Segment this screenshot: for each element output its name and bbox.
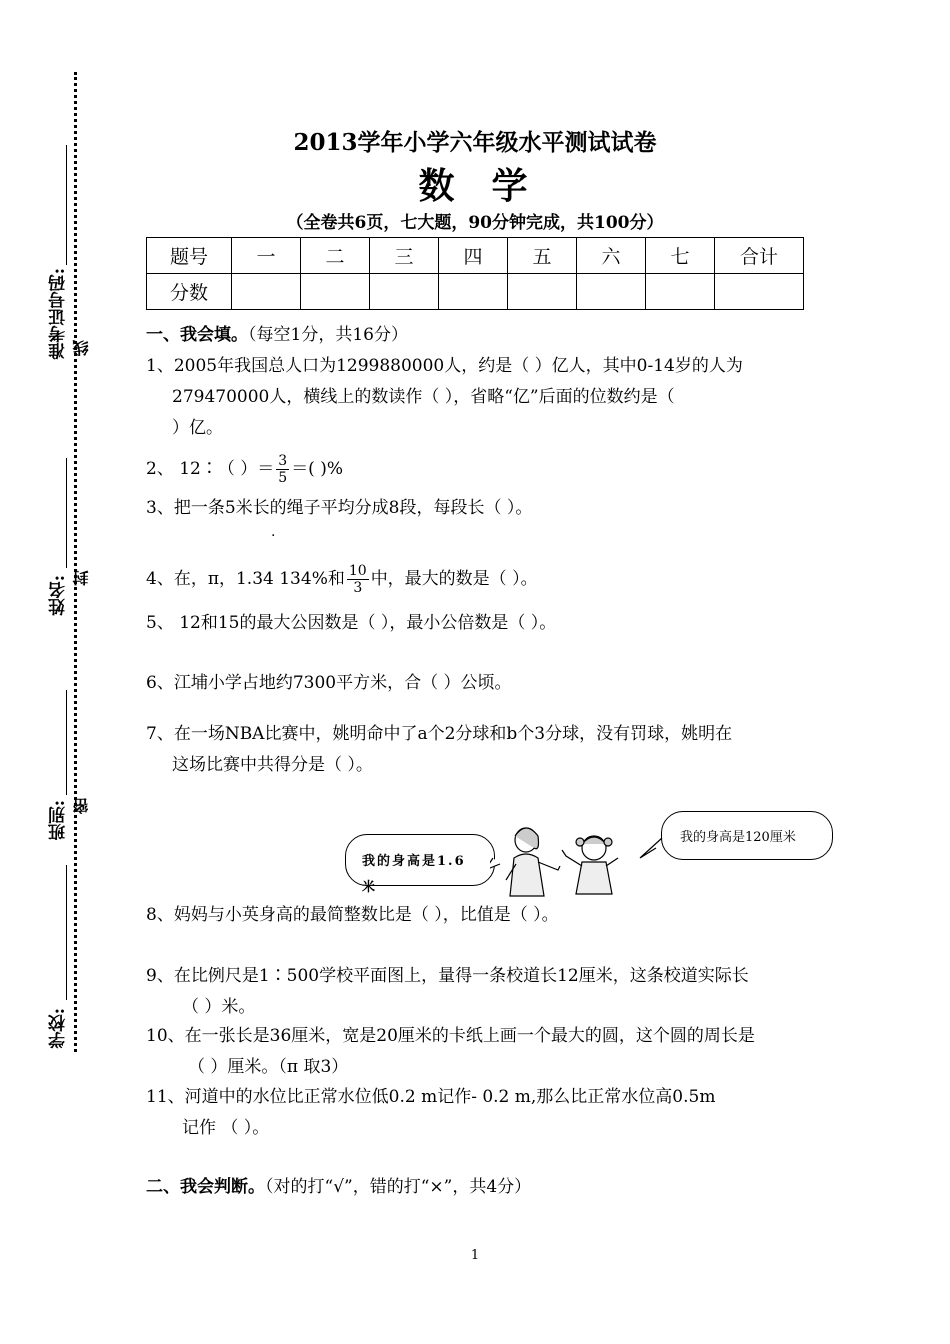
exam-number-label: 准考证号码: <box>49 268 69 360</box>
section1-note: （每空1分，共16分） <box>248 325 408 345</box>
bubble-tail <box>640 838 662 858</box>
question-2 <box>146 452 343 486</box>
score-table-header-row <box>147 238 804 274</box>
score-input-cell[interactable] <box>577 274 646 310</box>
table-cell: 分数 <box>147 274 232 310</box>
section2-title: 二、我会判断。 <box>146 1177 265 1197</box>
question-6: 6、江埔小学占地约7300平方米，合（ ）公顷。 <box>146 673 512 693</box>
girl-figure <box>562 836 618 894</box>
score-input-cell[interactable] <box>301 274 370 310</box>
fraction-3-5 <box>276 453 289 486</box>
name-label: 姓名: <box>49 575 69 616</box>
question-11-line-1: 11、河道中的水位比正常水位低0.2 m记作- 0.2 m,那么比正常水位高0.5m <box>146 1087 716 1107</box>
score-input-cell[interactable] <box>370 274 439 310</box>
question-11-line-2: 记作 （ ）。 <box>182 1118 270 1138</box>
subject-title: 数 学 <box>418 165 532 207</box>
question-9-line-2: （ ）米。 <box>182 997 256 1017</box>
seal-line-mark: 线 <box>72 340 91 356</box>
question-1-line-2: 279470000人，横线上的数读作（ ），省略“亿”后面的位数约是（ <box>172 387 675 407</box>
bubble-tail <box>490 858 500 870</box>
mother-and-daughter-illustration <box>490 818 665 898</box>
question-2-suffix: ＝( )% <box>291 459 344 479</box>
table-cell: 六 <box>577 238 646 274</box>
question-10-line-2: （ ）厘米。（π 取3） <box>188 1057 349 1077</box>
table-cell: 四 <box>439 238 508 274</box>
table-cell: 合计 <box>715 238 804 274</box>
question-1-line-3: ）亿。 <box>172 418 223 438</box>
table-cell: 题号 <box>147 238 232 274</box>
score-input-cell[interactable] <box>646 274 715 310</box>
girl-speech-bubble <box>661 811 833 860</box>
mother-figure <box>506 828 560 896</box>
exam-title: 2013学年小学六年级水平测试试卷 <box>293 129 657 156</box>
question-4 <box>146 562 538 596</box>
section1-title: 一、我会填。 <box>146 325 248 345</box>
question-4-suffix: 中，最大的数是（ ）。 <box>370 569 538 589</box>
question-10-line-1: 10、在一张长是36厘米，宽是20厘米的卡纸上画一个最大的圆，这个圆的周长是 <box>146 1026 755 1046</box>
mother-speech-text: 我的身高是1.6米 <box>362 854 466 895</box>
school-label: 学校: <box>49 1008 69 1049</box>
fraction-10-3 <box>347 563 369 596</box>
table-cell: 三 <box>370 238 439 274</box>
question-9-line-1: 9、在比例尺是1∶500学校平面图上，量得一条校道长12厘米，这条校道实际长 <box>146 966 749 986</box>
score-table-score-row <box>147 274 804 310</box>
question-7-line-2: 这场比赛中共得分是（ ）。 <box>172 755 373 775</box>
mother-speech-bubble <box>345 834 495 895</box>
table-cell: 五 <box>508 238 577 274</box>
page-number: 1 <box>470 1248 480 1263</box>
class-label: 班别: <box>49 800 69 841</box>
score-input-cell[interactable] <box>439 274 508 310</box>
question-1-line-1: 1、2005年我国总人口为1299880000人，约是（ ）亿人，其中0-14岁的人为 <box>146 356 743 376</box>
question-7-line-1: 7、在一场NBA比赛中，姚明命中了a个2分球和b个3分球，没有罚球，姚明在 <box>146 724 733 744</box>
table-cell: 二 <box>301 238 370 274</box>
table-cell: 七 <box>646 238 715 274</box>
stray-dot: . <box>271 524 276 540</box>
section2-heading <box>146 1172 531 1203</box>
name-blank <box>66 458 67 568</box>
table-cell: 一 <box>232 238 301 274</box>
fraction-numerator: 3 <box>278 453 288 469</box>
section1-heading <box>146 320 408 351</box>
score-input-cell[interactable] <box>232 274 301 310</box>
question-5: 5、 12和15的最大公因数是（ ），最小公倍数是（ ）。 <box>146 613 557 633</box>
seal-seal-mark: 封 <box>72 570 91 586</box>
fraction-denominator: 3 <box>353 580 363 596</box>
fraction-numerator: 10 <box>348 563 367 579</box>
score-input-cell[interactable] <box>715 274 804 310</box>
section2-note: （对的打“√”，错的打“×”，共4分） <box>265 1177 532 1197</box>
score-input-cell[interactable] <box>508 274 577 310</box>
fraction-denominator: 5 <box>278 470 288 486</box>
score-table <box>146 237 804 310</box>
question-8: 8、妈妈与小英身高的最简整数比是（ ），比值是（ ）。 <box>146 905 559 925</box>
exam-note: （全卷共6页，七大题，90分钟完成，共100分） <box>286 213 664 233</box>
school-blank <box>66 865 67 1000</box>
question-2-prefix: 2、 12∶（ ）＝ <box>146 459 275 479</box>
class-blank <box>66 690 67 795</box>
seal-secret-mark: 密 <box>72 798 91 814</box>
question-3: 3、把一条5米长的绳子平均分成8段，每段长（ ）。 <box>146 498 533 518</box>
girl-speech-text: 我的身高是120厘米 <box>680 830 796 845</box>
question-4-prefix: 4、在，π，1.34 134%和 <box>146 569 345 589</box>
